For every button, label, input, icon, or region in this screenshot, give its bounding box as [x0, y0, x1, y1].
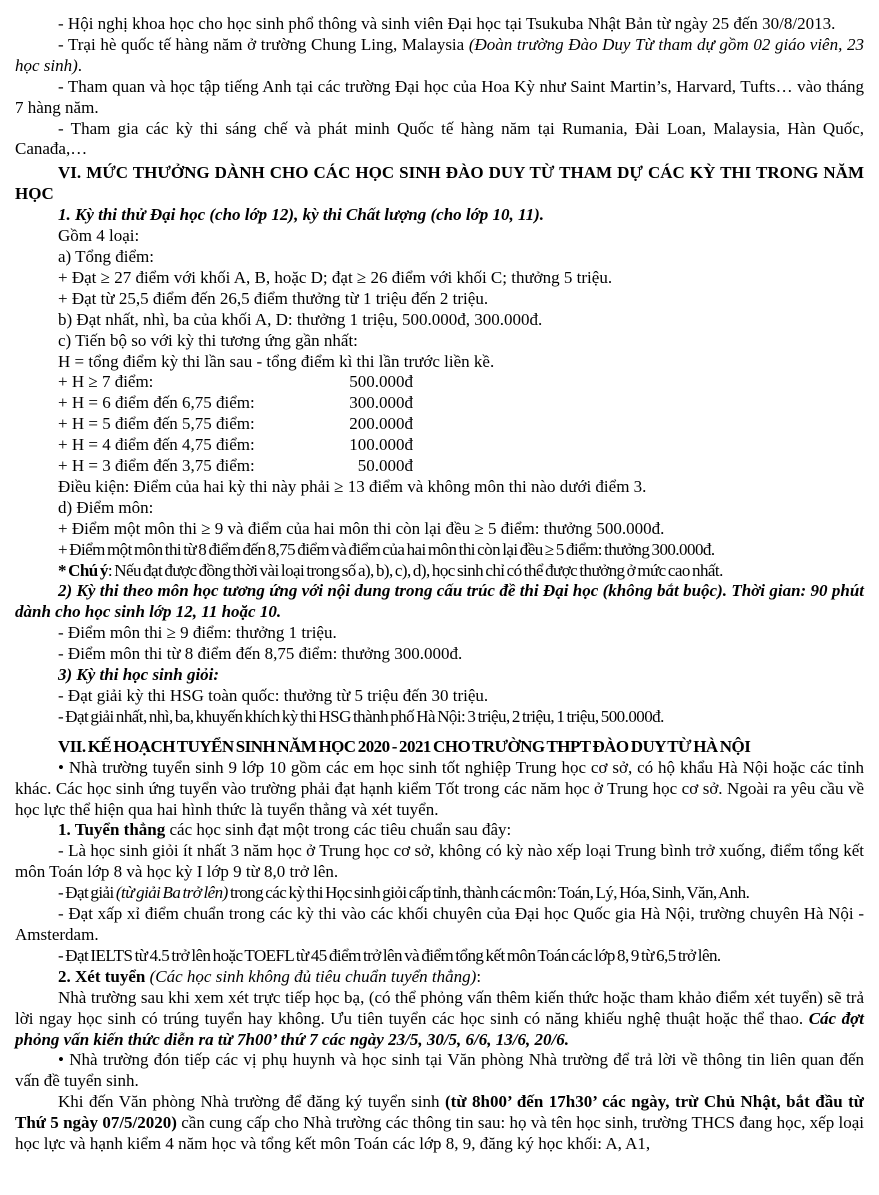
- text-run: c) Tiến bộ so với kỳ thi tương ứng gần nhất:: [58, 330, 358, 350]
- para-gom-4-loai: [15, 226, 864, 247]
- text-run: + H = 4 điểm đến 4,75 điểm:: [58, 435, 255, 455]
- para-hsg-national: [15, 686, 864, 707]
- text-run: 3) Kỳ thi học sinh giỏi:: [58, 665, 220, 685]
- para-b-top-three: [15, 310, 864, 331]
- text-run: + H ≥ 7 điểm:: [58, 372, 154, 392]
- para-office-welcome: [15, 1050, 864, 1092]
- para-d-diem-mon: [15, 498, 864, 519]
- text-run: Điều kiện: Điểm của hai kỳ thi này phải ≥ 13 điểm và không môn thi nào dưới điểm 3.: [58, 476, 647, 496]
- para-registration-info: [15, 1092, 864, 1155]
- reward-row-h7: [15, 372, 864, 393]
- text-run: Khi đến Văn phòng Nhà trường để đăng ký tuyển sinh: [58, 1092, 445, 1112]
- para-exam2-8: [15, 644, 864, 665]
- text-run: (từ 8h00’ đến 17h30’ các ngày, trừ Chủ Nhật, bắt đầu từ Thứ 5 ngày 07/5/2020: [15, 1092, 864, 1133]
- text-run: + Đạt ≥ 27 điểm với khối A, B, hoặc D; đạt ≥ 26 điểm với khối C; thưởng 5 triệu.: [58, 267, 613, 287]
- text-run: - Đạt giải nhất, nhì, ba, khuyến khích kỳ thi HSG thành phố Hà Nội: 3 triệu, 2 triệu, 1 triệu, 500.000đ.: [58, 706, 664, 726]
- reward-amount: 200.000đ: [349, 414, 413, 434]
- para-invention-contests: [15, 119, 864, 161]
- text-run: - Trại hè quốc tế hàng năm ở trường Chung Ling, Malaysia: [58, 34, 469, 54]
- text-run: : Nếu đạt được đồng thời vài loại trong số a), b), c), d), học sinh chỉ có thể được thưởng ở mức cao nhất.: [107, 560, 723, 580]
- para-h-formula: [15, 352, 864, 373]
- text-run: - Điểm môn thi ≥ 9 điểm: thưởng 1 triệu.: [58, 623, 337, 643]
- para-criteria-hsg: [15, 883, 864, 904]
- text-run: trong các kỳ thi Học sinh giỏi cấp tỉnh, thành các môn: Toán, Lý, Hóa, Sinh, Văn, Anh.: [227, 883, 750, 903]
- reward-amount: 50.000đ: [357, 456, 413, 476]
- text-run: VI. MỨC THƯỞNG DÀNH CHO CÁC HỌC SINH ĐÀO DUY TỪ THAM DỰ CÁC KỲ THI TRONG NĂM HỌC: [15, 163, 864, 204]
- para-exam2-9: [15, 623, 864, 644]
- para-hsg-hanoi: [15, 707, 864, 728]
- heading-section-vi: [15, 163, 864, 205]
- text-run: Các đợt phỏng vấn kiến thức diễn ra từ 7h00’ thứ 7 các ngày 23/5, 30/5, 6/6, 13/6, 20/6.: [15, 1008, 864, 1049]
- heading-section-vii: [15, 737, 864, 758]
- para-enrollment-overview: [15, 758, 864, 821]
- para-xet-tuyen: [15, 967, 864, 988]
- para-c-progress: [15, 331, 864, 352]
- text-run: d) Điểm môn:: [58, 497, 154, 517]
- subheading-exam-1: [15, 205, 864, 226]
- text-run: - Hội nghị khoa học cho học sinh phổ thông và sinh viên Đại học tại Tsukuba Nhật Bản từ ngày 25 đến 30/8/2013.: [58, 14, 836, 33]
- text-run: b) Đạt nhất, nhì, ba của khối A, D: thưởng 1 triệu, 500.000đ, 300.000đ.: [58, 309, 543, 329]
- para-total-25-5: [15, 289, 864, 310]
- text-run: • Nhà trường tuyển sinh 9 lớp 10 gồm các em học sinh tốt nghiệp Trung học cơ sở, có hộ khẩu Hà Nội hoặc các tỉnh khác. Các học sinh ứng tuyển vào trường phải đạt hạnh kiểm Tốt trong các năm học ở Trung học cơ sở. Ngoài ra yêu cầu về học lực thể hiện qua hai hình thức là tuyển thẳng và xét tuyển.: [15, 757, 864, 819]
- text-run: - Tham quan và học tập tiếng Anh tại các trường Đại học của Hoa Kỳ như Saint Martin’s, Harvard, Tufts… vào tháng 7 hàng năm.: [15, 76, 864, 117]
- para-criteria-gpa: [15, 841, 864, 883]
- text-run: + H = 5 điểm đến 5,75 điểm:: [58, 414, 255, 434]
- para-tuyen-thang: [15, 820, 864, 841]
- text-run: Gồm 4 loại:: [58, 226, 140, 246]
- para-summer-camp: [15, 35, 864, 77]
- reward-row-h6: [15, 393, 864, 414]
- text-run: - Là học sinh giỏi ít nhất 3 năm học ở Trung học cơ sở, không có kỳ nào xếp loại Trung bình trở xuống, điểm tổng kết môn Toán lớp 8 và học kỳ I lớp 9 từ 8,0 trở lên.: [15, 841, 864, 882]
- text-run: a) Tổng điểm:: [58, 246, 154, 266]
- para-chu-y: [15, 561, 864, 582]
- para-total-27: [15, 268, 864, 289]
- text-run: (từ giải Ba trở lên): [115, 883, 228, 903]
- reward-row-h5: [15, 414, 864, 435]
- text-run: VII. KẾ HOẠCH TUYỂN SINH NĂM HỌC 2020 - 2021 CHO TRƯỜNG THPT ĐÀO DUY TỪ HÀ NỘI: [58, 736, 751, 756]
- text-run: + Điểm một môn thi từ 8 điểm đến 8,75 điểm và điểm của hai môn thi còn lại đều ≥ 5 điểm: thưởng 300.000đ.: [58, 539, 715, 559]
- text-run: + Đạt từ 25,5 điểm đến 26,5 điểm thưởng từ 1 triệu đến 2 triệu.: [58, 288, 489, 308]
- para-criteria-specialized: [15, 904, 864, 946]
- text-run: - Đạt IELTS từ 4.5 trở lên hoặc TOEFL từ 45 điểm trở lên và điểm tổng kết môn Toán các lớp 8, 9 từ 6,5 trở lên.: [58, 945, 721, 965]
- text-run: 2. Xét tuyển: [58, 966, 150, 986]
- para-us-study-tour: [15, 77, 864, 119]
- text-run: .: [77, 55, 83, 75]
- reward-row-h4: [15, 435, 864, 456]
- reward-amount: 500.000đ: [349, 372, 413, 392]
- text-run: + Điểm một môn thi ≥ 9 và điểm của hai môn thi còn lại đều ≥ 5 điểm: thưởng 500.000đ.: [58, 518, 665, 538]
- text-run: (Các học sinh không đủ tiêu chuẩn tuyển thẳng): [149, 966, 477, 986]
- reward-amount: 100.000đ: [349, 435, 413, 455]
- reward-row-h3: [15, 456, 864, 477]
- para-xet-tuyen-detail: [15, 988, 864, 1051]
- text-run: - Tham gia các kỳ thi sáng chế và phát minh Quốc tế hàng năm tại Rumania, Đài Loan, Malaysia, Hàn Quốc, Canađa,…: [15, 118, 864, 159]
- text-run: 1. Kỳ thi thử Đại học (cho lớp 12), kỳ thi Chất lượng (cho lớp 10, 11).: [58, 205, 544, 225]
- subheading-exam-3: [15, 665, 864, 686]
- text-run: ): [171, 1113, 177, 1133]
- text-run: - Đạt xấp xỉ điểm chuẩn trong các kỳ thi vào các khối chuyên của Đại học Quốc gia Hà Nội, trường chuyên Hà Nội - Amsterdam.: [15, 904, 864, 944]
- text-run: 1. Tuyển thẳng: [58, 820, 166, 840]
- para-science-conference: [15, 14, 864, 35]
- para-a-tong-diem: [15, 247, 864, 268]
- para-criteria-ielts: [15, 946, 864, 967]
- text-run: - Điểm môn thi từ 8 điểm đến 8,75 điểm: thưởng 300.000đ.: [58, 644, 463, 664]
- text-run: • Nhà trường đón tiếp các vị phụ huynh và học sinh tại Văn phòng Nhà trường để trả lời về thông tin liên quan đến vấn đề tuyển sinh.: [15, 1050, 864, 1091]
- text-run: Nhà trường sau khi xem xét trực tiếp học bạ, (có thể phỏng vấn thêm kiến thức hoặc tham khảo điểm xét tuyển) sẽ trả lời ngay học sinh có trúng tuyển hay không. Ưu tiên tuyển các học sinh có năng khiếu nghệ thuật hoặc thể thao.: [15, 987, 864, 1028]
- text-run: cần cung cấp cho Nhà trường các thông tin sau: họ và tên học sinh, trường THCS đang học, xếp loại học lực và hạnh kiểm 4 năm học và tổng kết môn Toán các lớp 8, 9, đăng ký học khối: A, A1,: [15, 1113, 864, 1154]
- text-run: + H = 3 điểm đến 3,75 điểm:: [58, 456, 255, 476]
- text-run: - Đạt giải: [58, 883, 116, 903]
- text-run: H = tổng điểm kỳ thi lần sau - tổng điểm kì thi lần trước liền kề.: [58, 351, 495, 371]
- para-mon-8: [15, 540, 864, 561]
- text-run: + H = 6 điểm đến 6,75 điểm:: [58, 393, 255, 413]
- text-run: 2) Kỳ thi theo môn học tương ứng với nội dung trong cấu trúc đề thi Đại học (không bắt buộc). Thời gian: 90 phút dành cho học sinh lớp 12, 11 hoặc 10.: [15, 581, 864, 622]
- text-run: * Chú ý: [58, 560, 108, 580]
- text-run: các học sinh đạt một trong các tiêu chuẩn sau đây:: [165, 820, 512, 840]
- text-run: (Đoàn trường Đào Duy Từ tham dự gồm 02 giáo viên, 23 học sinh): [15, 34, 864, 75]
- text-run: - Đạt giải kỳ thi HSG toàn quốc: thưởng từ 5 triệu đến 30 triệu.: [58, 686, 489, 705]
- para-dieu-kien: [15, 477, 864, 498]
- reward-amount: 300.000đ: [349, 393, 413, 413]
- text-run: :: [476, 966, 482, 986]
- subheading-exam-2: [15, 581, 864, 623]
- para-mon-9: [15, 519, 864, 540]
